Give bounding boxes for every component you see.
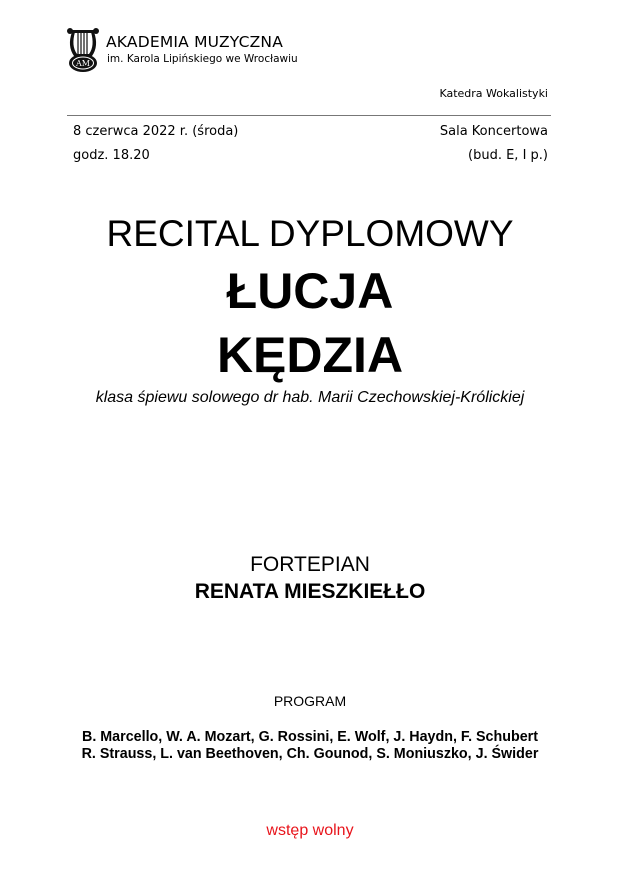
lyre-logo-icon [66, 26, 100, 74]
class-info: klasa śpiewu solowego dr hab. Marii Czechowskiej-Królickiej [95, 389, 525, 406]
event-venue: Sala Koncertowa [439, 124, 548, 139]
performer-first-name: ŁUCJA [226, 263, 394, 319]
program-heading: PROGRAM [273, 693, 347, 709]
program-line: B. Marcello, W. A. Mozart, G. Rossini, E. Wolf, J. Haydn, F. Schubert [82, 729, 538, 745]
event-time: godz. 18.20 [73, 148, 150, 163]
accompanist-instrument: FORTEPIAN [250, 553, 370, 576]
recital-title: RECITAL DYPLOMOWY [106, 213, 514, 254]
divider [67, 115, 551, 116]
event-venue-detail: (bud. E, I p.) [468, 148, 548, 163]
performer-last-name: KĘDZIA [216, 327, 404, 383]
svg-text:AM: AM [76, 59, 90, 68]
program-line: R. Strauss, L. van Beethoven, Ch. Gounod, S. Moniuszko, J. Świder [81, 746, 539, 762]
logo-title: AKADEMIA MUZYCZNA [106, 33, 284, 51]
event-date: 8 czerwca 2022 r. (środa) [73, 124, 239, 139]
logo-subtitle: im. Karola Lipińskiego we Wrocławiu [107, 53, 298, 65]
admission-note: wstęp wolny [266, 822, 354, 839]
accompanist-name: RENATA MIESZKIEŁŁO [194, 580, 426, 603]
department: Katedra Wokalistyki [439, 87, 548, 100]
